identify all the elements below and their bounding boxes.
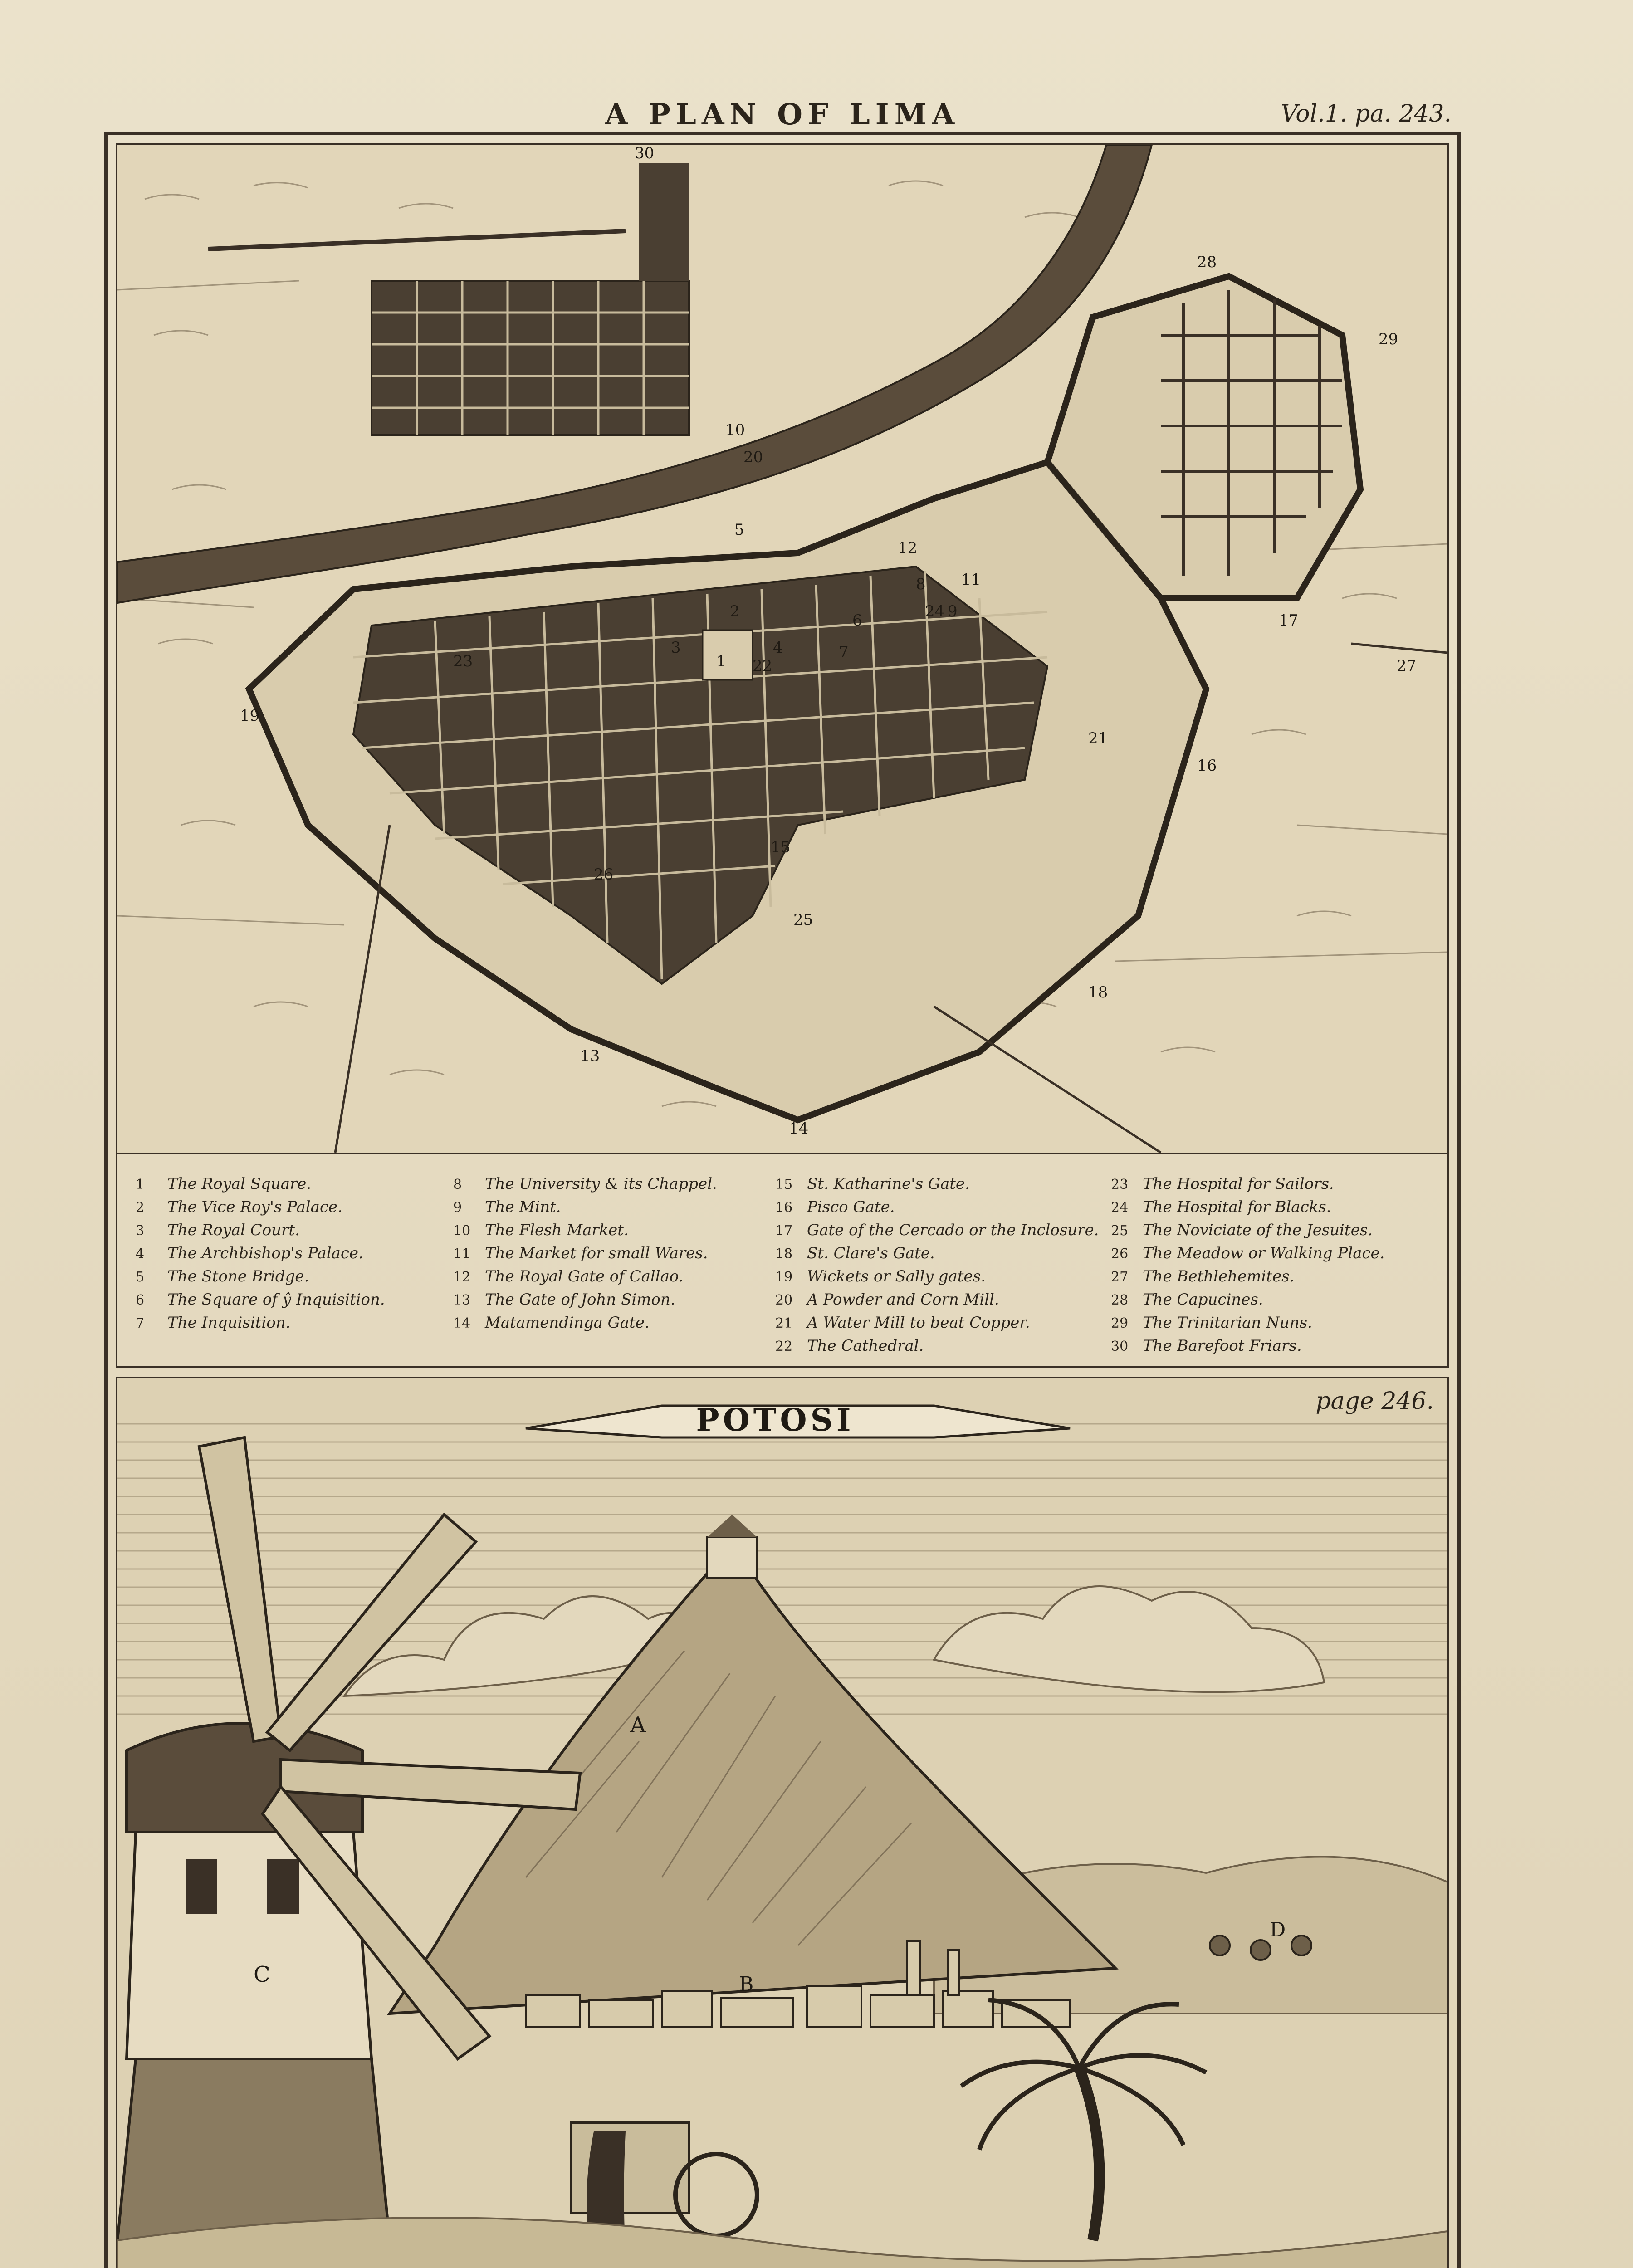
legend-item: 19 Wickets or Sally gates. [775, 1267, 986, 1286]
letter-d: D [1270, 1918, 1286, 1941]
legend-item: 15 St. Katharine's Gate. [775, 1175, 970, 1193]
legend-item: 5 The Stone Bridge. [136, 1267, 309, 1286]
map-label-12: 12 [898, 539, 918, 557]
map-label-15: 15 [771, 838, 791, 856]
plan-title: A PLAN OF LIMA [605, 98, 960, 132]
legend-item: 12 The Royal Gate of Callao. [453, 1267, 684, 1286]
legend-item: 10 The Flesh Market. [453, 1221, 629, 1239]
map-label-26: 26 [594, 865, 614, 884]
lima-legend [116, 1154, 1449, 1368]
legend-item: 9 The Mint. [453, 1198, 561, 1216]
legend-item: 23 The Hospital for Sailors. [1111, 1175, 1334, 1193]
legend-item: 14 Matamendinga Gate. [453, 1314, 650, 1332]
north-suburb [372, 281, 689, 435]
legend-item: 6 The Square of ŷ Inquisition. [136, 1290, 385, 1309]
cloud-right [934, 1586, 1324, 1692]
legend-item: 16 Pisco Gate. [775, 1198, 895, 1216]
lima-map [116, 143, 1449, 1154]
legend-item: 21 A Water Mill to beat Copper. [775, 1314, 1030, 1332]
map-label-25: 25 [793, 911, 813, 929]
legend-item: 1 The Royal Square. [136, 1175, 312, 1193]
map-label-23: 23 [453, 652, 473, 670]
map-label-21: 21 [1088, 729, 1108, 748]
mill-window-left [186, 1859, 217, 1914]
map-label-1: 1 [716, 652, 726, 670]
legend-item: 8 The University & its Chappel. [453, 1175, 717, 1193]
legend-item: 20 A Powder and Corn Mill. [775, 1290, 999, 1309]
barefoot-friars-convent [639, 163, 689, 281]
lima-map-drawing [117, 145, 1447, 1153]
map-label-29: 29 [1379, 330, 1398, 348]
map-label-20: 20 [743, 448, 763, 466]
map-label-3: 3 [671, 639, 681, 657]
potosi-scene [116, 1377, 1449, 2268]
legend-item: 28 The Capucines. [1111, 1290, 1263, 1309]
map-label-14: 14 [789, 1119, 809, 1138]
letter-c: C [254, 1962, 270, 1987]
letter-a: A [630, 1712, 646, 1738]
map-label-28: 28 [1197, 253, 1217, 271]
legend-item: 4 The Archbishop's Palace. [136, 1244, 363, 1262]
potosi-title: POTOSI [696, 1402, 855, 1438]
chapel-roof [707, 1515, 757, 1537]
mill-base [117, 2059, 390, 2240]
map-label-8: 8 [916, 575, 926, 593]
page-reference: page 246. [1315, 1388, 1434, 1415]
legend-item: 17 Gate of the Cercado or the Inclosure. [775, 1221, 1099, 1239]
volume-reference: Vol.1. pa. 243. [1281, 100, 1452, 127]
legend-item: 2 The Vice Roy's Palace. [136, 1198, 342, 1216]
map-label-7: 7 [839, 643, 849, 661]
legend-item: 7 The Inquisition. [136, 1314, 291, 1332]
legend-column-1 [136, 1173, 462, 1334]
map-label-18: 18 [1088, 983, 1108, 1002]
legend-item: 27 The Bethlehemites. [1111, 1267, 1295, 1286]
legend-column-4 [1111, 1173, 1437, 1358]
legend-item: 3 The Royal Court. [136, 1221, 300, 1239]
plate-header [104, 98, 1461, 134]
legend-column-3 [775, 1173, 1102, 1358]
legend-item: 25 The Noviciate of the Jesuites. [1111, 1221, 1373, 1239]
legend-item: 24 The Hospital for Blacks. [1111, 1198, 1331, 1216]
legend-item: 11 The Market for small Wares. [453, 1244, 708, 1262]
potosi-engraving [117, 1378, 1447, 2268]
map-label-19: 19 [240, 707, 260, 725]
legend-item: 18 St. Clare's Gate. [775, 1244, 935, 1262]
map-label-5: 5 [734, 521, 744, 539]
map-label-2: 2 [730, 602, 740, 621]
map-label-30: 30 [635, 145, 655, 162]
map-label-24: 24 [925, 602, 945, 621]
legend-item: 26 The Meadow or Walking Place. [1111, 1244, 1385, 1262]
map-label-4: 4 [773, 639, 783, 657]
map-label-27: 27 [1397, 657, 1417, 675]
map-label-9: 9 [948, 602, 958, 621]
mill-window-right [267, 1859, 299, 1914]
summit-chapel [707, 1537, 757, 1578]
map-label-17: 17 [1279, 611, 1299, 630]
map-label-16: 16 [1197, 757, 1217, 775]
map-label-6: 6 [852, 611, 862, 630]
letter-b: B [739, 1973, 754, 1996]
north-road [208, 231, 626, 249]
legend-item: 13 The Gate of John Simon. [453, 1290, 675, 1309]
legend-item: 29 The Trinitarian Nuns. [1111, 1314, 1312, 1332]
legend-item: 30 The Barefoot Friars. [1111, 1337, 1302, 1355]
legend-item: 22 The Cathedral. [775, 1337, 924, 1355]
map-label-13: 13 [580, 1047, 600, 1065]
map-label-10: 10 [725, 421, 745, 439]
map-label-22: 22 [753, 657, 772, 675]
legend-column-2 [453, 1173, 780, 1334]
map-label-11: 11 [961, 571, 981, 589]
royal-square [703, 630, 753, 680]
foreground-ground [117, 2218, 1447, 2268]
palm-trunk [1079, 2068, 1100, 2240]
